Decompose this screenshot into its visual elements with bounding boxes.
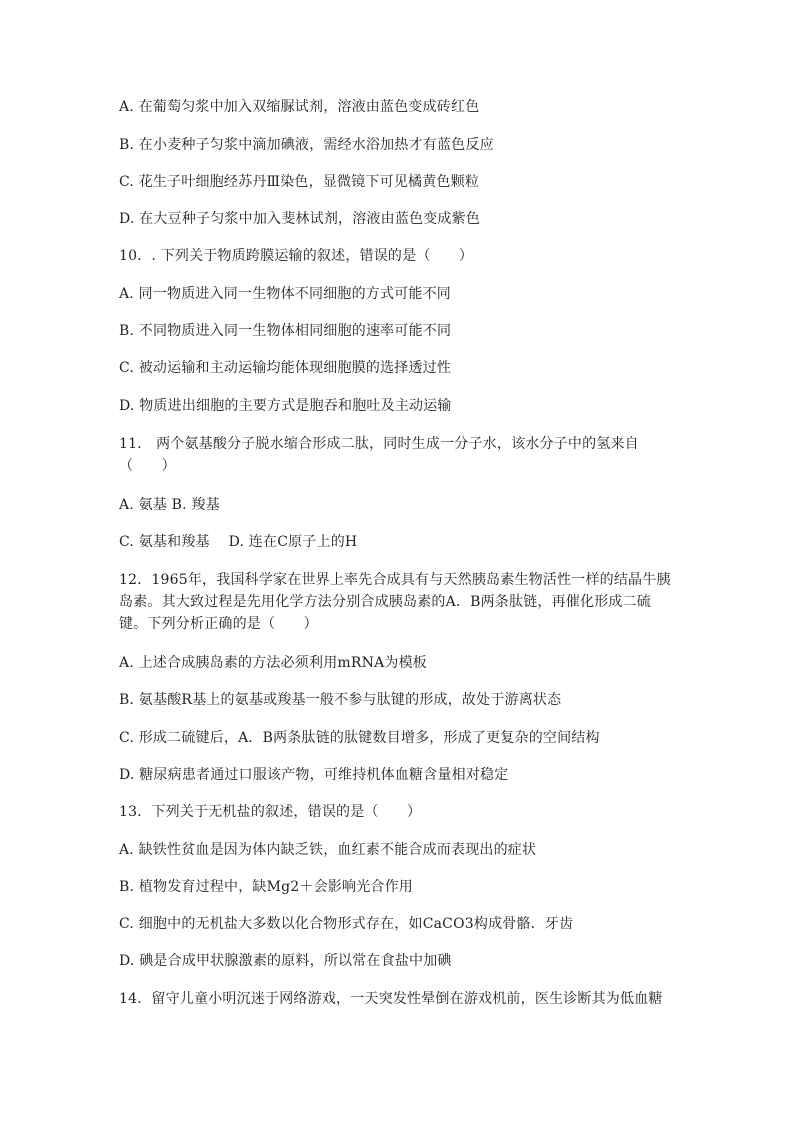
q13-option-b: B. 植物发育过程中，缺Mg2＋会影响光合作用 — [119, 879, 413, 895]
q9-option-a: A. 在葡萄匀浆中加入双缩脲试剂，溶液由蓝色变成砖红色 — [119, 99, 480, 115]
q11-options-cd: C. 氨基和羧基 D. 连在C原子上的H — [119, 534, 358, 550]
q10-option-d: D. 物质进出细胞的主要方式是胞吞和胞吐及主动运输 — [119, 398, 452, 414]
q13-option-d: D. 碘是合成甲状腺激素的原料，所以常在食盐中加碘 — [119, 953, 452, 969]
q12-option-d: D. 糖尿病患者通过口服该产物，可维持机体血糖含量相对稳定 — [119, 767, 509, 783]
q13-option-a: A. 缺铁性贫血是因为体内缺乏铁，血红素不能合成而表现出的症状 — [119, 842, 537, 858]
q12-stem: 12．1965年，我国科学家在世界上率先合成具有与天然胰岛素生物活性一样的结晶牛胰岛素。其大致过程是先用化学方法分别合成胰岛素的A．B两条肽链，再催化形成二硫键。下列分析正确的是（ ） — [119, 572, 671, 632]
q13-option-c: C. 细胞中的无机盐大多数以化合物形式存在，如CaCO3构成骨骼．牙齿 — [119, 916, 574, 932]
q11-options-ab: A. 氨基 B. 羧基 — [119, 497, 220, 513]
q12-option-b: B. 氨基酸R基上的氨基或羧基一般不参与肽键的形成，故处于游离状态 — [119, 692, 562, 708]
q10-option-c: C. 被动运输和主动运输均能体现细胞膜的选择透过性 — [119, 360, 452, 376]
q10-option-a: A. 同一物质进入同一生物体不同细胞的方式可能不同 — [119, 286, 452, 302]
q9-option-b: B. 在小麦种子匀浆中滴加碘液，需经水浴加热才有蓝色反应 — [119, 137, 494, 153]
q12-option-a: A. 上述合成胰岛素的方法必须利用mRNA为模板 — [119, 655, 427, 671]
q14-stem: 14．留守儿童小明沉迷于网络游戏，一天突发性晕倒在游戏机前，医生诊断其为低血糖 — [119, 991, 663, 1007]
q12-option-c: C. 形成二硫键后，A．B两条肽链的肽键数目增多，形成了更复杂的空间结构 — [119, 730, 600, 746]
q10-option-b: B. 不同物质进入同一生物体相同细胞的速率可能不同 — [119, 323, 452, 339]
q9-option-d: D. 在大豆种子匀浆中加入斐林试剂，溶液由蓝色变成紫色 — [119, 211, 481, 227]
q11-stem: 11． 两个氨基酸分子脱水缩合形成二肽，同时生成一分子水，该水分子中的氢来自（ ） — [119, 436, 639, 474]
q10-stem: 10．. 下列关于物质跨膜运输的叙述，错误的是（ ） — [119, 248, 474, 264]
q13-stem: 13．下列关于无机盐的叙述，错误的是（ ） — [119, 804, 422, 820]
q9-option-c: C. 花生子叶细胞经苏丹Ⅲ染色，显微镜下可见橘黄色颗粒 — [119, 174, 480, 190]
